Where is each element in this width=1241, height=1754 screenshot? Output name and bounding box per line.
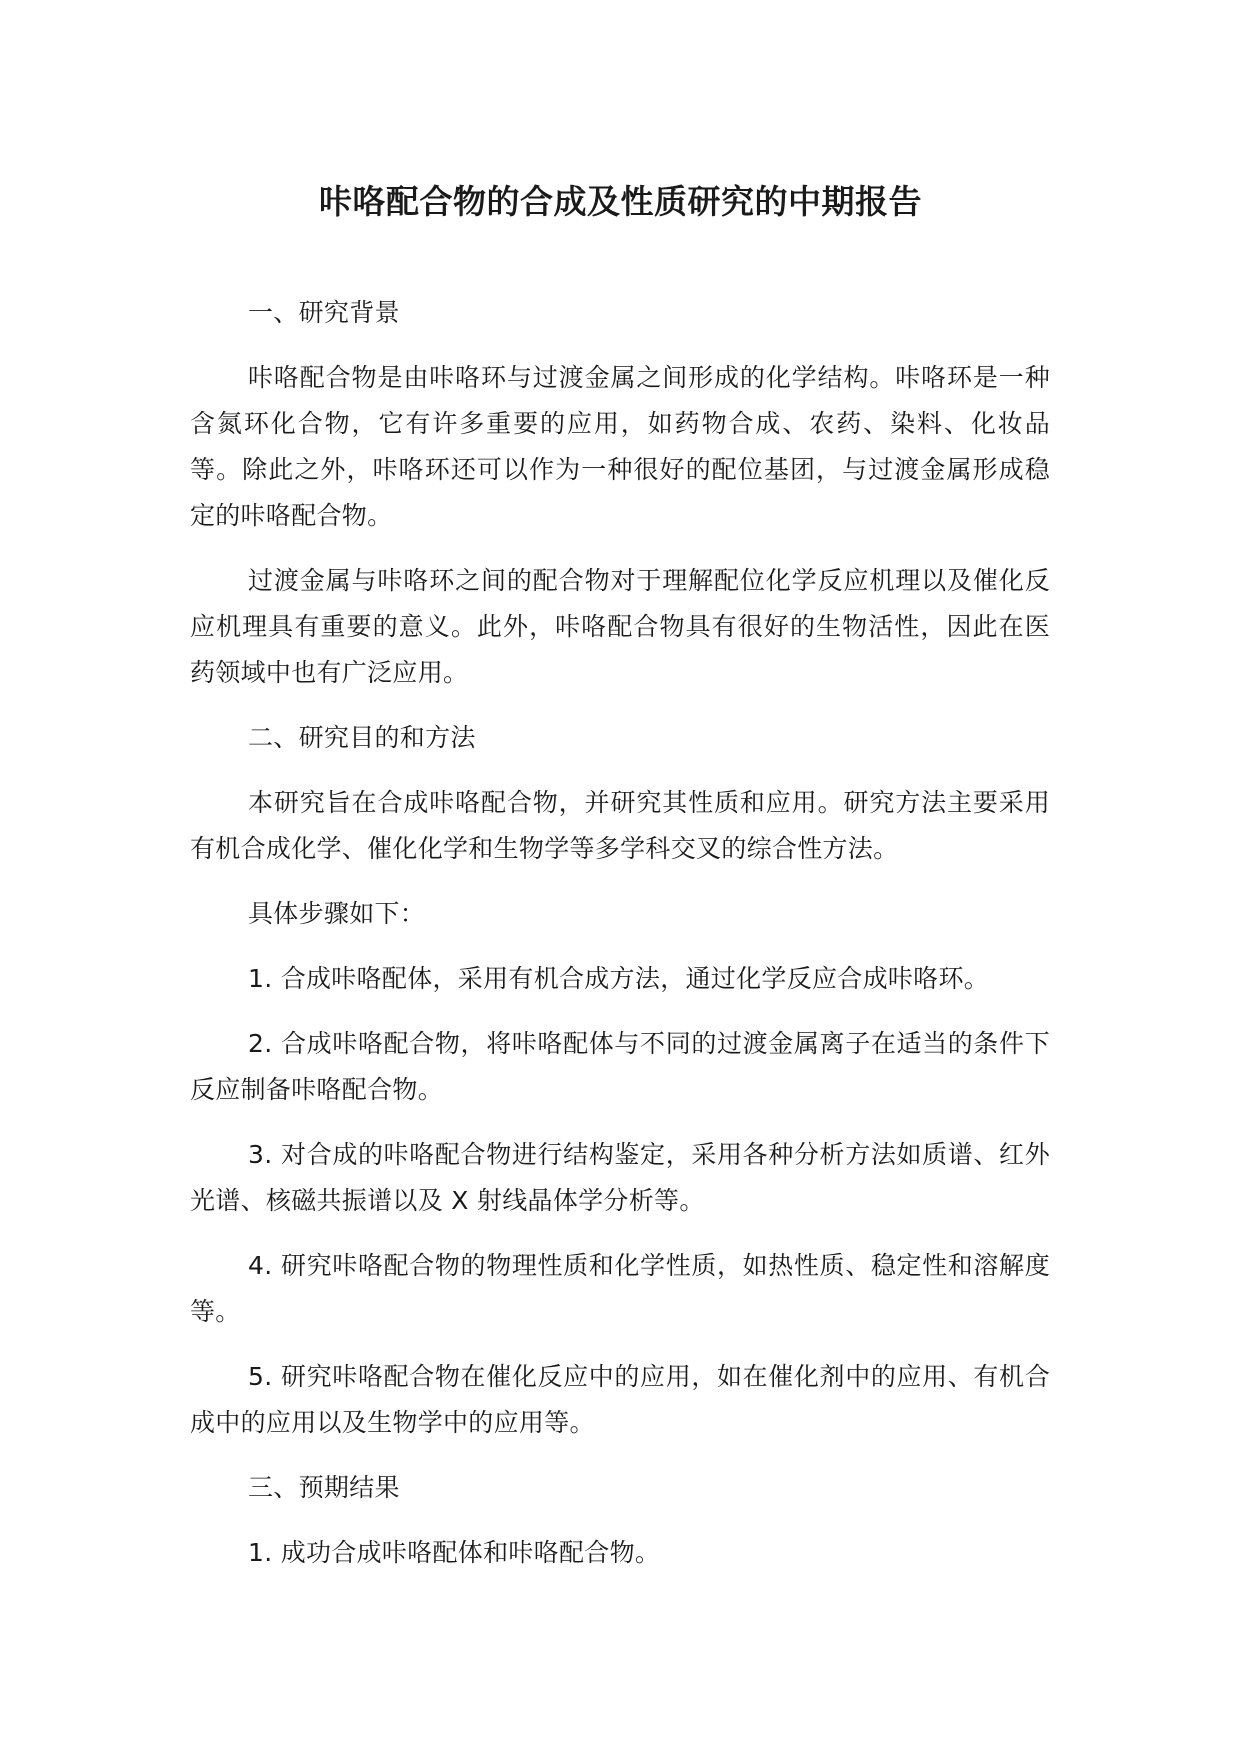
paragraph-purpose: 本研究旨在合成咔咯配合物，并研究其性质和应用。研究方法主要采用有机合成化学、催化化学和生物学等多学科交叉的综合性方法。 [190,788,1050,863]
paragraph-background-2: 过渡金属与咔咯环之间的配合物对于理解配位化学反应机理以及催化反应机理具有重要的意义。此外，咔咯配合物具有很好的生物活性，因此在医药领域中也有广泛应用。 [190,566,1050,687]
list-item-step-3: 3. 对合成的咔咯配合物进行结构鉴定，采用各种分析方法如质谱、红外光谱、核磁共振谱以及 X 射线晶体学分析等。 [190,1140,1050,1215]
list-item-result-1: 1. 成功合成咔咯配体和咔咯配合物。 [248,1538,661,1567]
paragraph-background-1: 咔咯配合物是由咔咯环与过渡金属之间形成的化学结构。咔咯环是一种含氮环化合物，它有许多重要的应用，如药物合成、农药、染料、化妆品等。除此之外，咔咯环还可以作为一种很好的配位基团，与过渡金属形成稳定的咔咯配合物。 [190,363,1050,530]
section-heading-background: 一、研究背景 [248,298,400,327]
list-item-step-1: 1. 合成咔咯配体，采用有机合成方法，通过化学反应合成咔咯环。 [248,964,990,993]
list-item-step-5: 5. 研究咔咯配合物在催化反应中的应用，如在催化剂中的应用、有机合成中的应用以及生物学中的应用等。 [190,1362,1050,1437]
section-heading-expected-results: 三、预期结果 [248,1473,400,1502]
document-title: 咔咯配合物的合成及性质研究的中期报告 [319,182,922,221]
paragraph-steps-intro: 具体步骤如下： [248,899,426,928]
document-body [190,290,1050,1595]
list-item-step-2: 2. 合成咔咯配合物，将咔咯配体与不同的过渡金属离子在适当的条件下反应制备咔咯配合物。 [190,1029,1050,1104]
list-item-step-4: 4. 研究咔咯配合物的物理性质和化学性质，如热性质、稳定性和溶解度等。 [190,1251,1050,1326]
section-heading-purpose-methods: 二、研究目的和方法 [248,723,476,752]
